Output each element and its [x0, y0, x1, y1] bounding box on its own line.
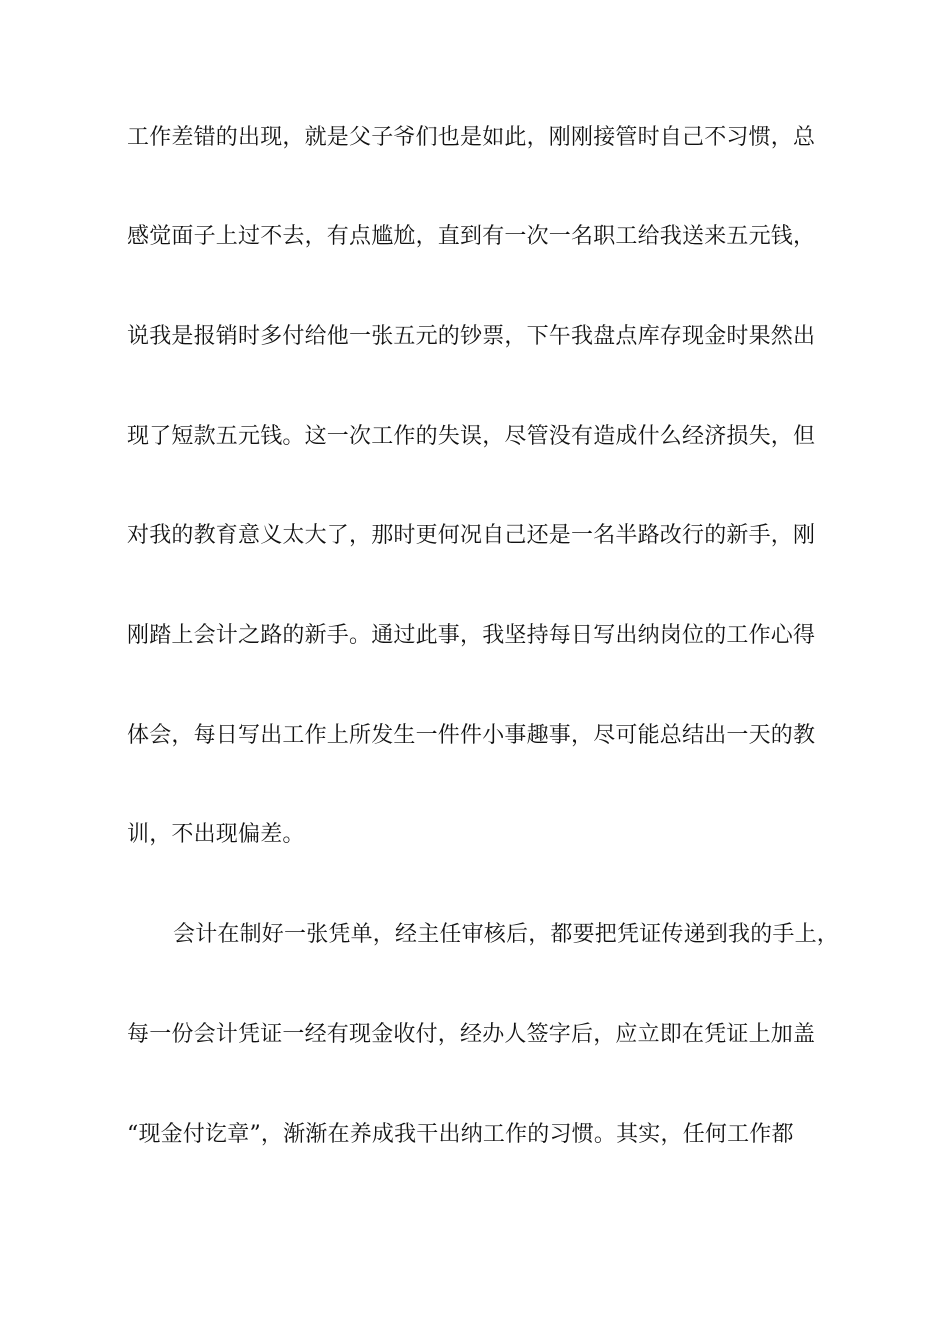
text-line-5: 对我的教育意义太大了，那时更何况自己还是一名半路改行的新手，刚 — [127, 523, 816, 548]
text-line-7: 体会，每日写出工作上所发生一件件小事趣事，尽可能总结出一天的教 — [127, 723, 816, 748]
text-line-2: 感觉面子上过不去，有点尴尬，直到有一次一名职工给我送来五元钱， — [127, 224, 816, 249]
text-line-6: 刚踏上会计之路的新手。通过此事，我坚持每日写出纳岗位的工作心得 — [127, 623, 816, 648]
text-line-8: 训，不出现偏差。 — [127, 822, 305, 847]
text-line-1: 工作差错的出现，就是父子爷们也是如此，刚刚接管时自己不习惯，总 — [127, 125, 816, 150]
text-line-3: 说我是报销时多付给他一张五元的钞票，下午我盘点库存现金时果然出 — [127, 324, 816, 349]
text-line-4: 现了短款五元钱。这一次工作的失误，尽管没有造成什么经济损失，但 — [127, 424, 816, 449]
text-line-11: “现金付讫章”，渐渐在养成我干出纳工作的习惯。其实，任何工作都 — [127, 1122, 794, 1147]
text-line-10: 每一份会计凭证一经有现金收付，经办人签字后，应立即在凭证上加盖 — [127, 1022, 816, 1047]
paragraph-start-line: 会计在制好一张凭单，经主任审核后，都要把凭证传递到我的手上， — [173, 922, 840, 947]
